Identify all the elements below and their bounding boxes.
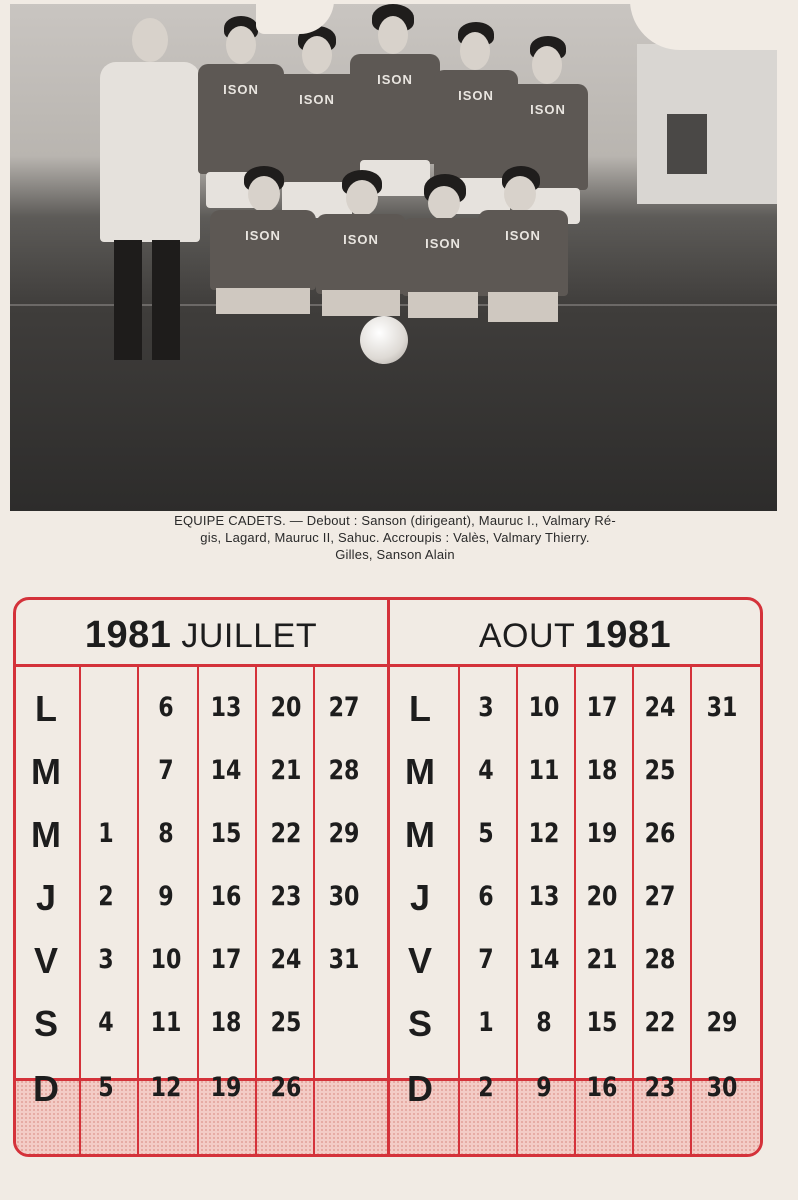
year-label: 1981 (584, 614, 672, 656)
calendar-day-july: 15 (210, 818, 242, 849)
weekday-letter: L (35, 688, 57, 729)
calendar-day-july: 1 (98, 818, 114, 849)
weekday-letter: V (33, 940, 58, 981)
calendar-day-august: 18 (586, 755, 618, 786)
weekday-letter: M (405, 751, 435, 792)
photo-building (637, 44, 777, 204)
calendar-day-august: 1 (478, 1007, 494, 1038)
column-divider (632, 667, 634, 1154)
calendar-day-july: 22 (270, 818, 302, 849)
weekday-letter: L (409, 688, 431, 729)
calendar-day-july: 13 (210, 692, 242, 723)
month-title-august (390, 614, 760, 657)
calendar-day-august: 19 (586, 818, 618, 849)
team-photo (10, 4, 777, 511)
weekday-letter: S (407, 1003, 432, 1044)
calendar-day-august: 10 (528, 692, 560, 723)
column-divider (137, 667, 139, 1154)
weekday-letter: D (33, 1068, 59, 1109)
calendar-day-july: 12 (150, 1072, 182, 1103)
calendar-day-august: 17 (586, 692, 618, 723)
shirt-logo: ISON (505, 228, 541, 243)
calendar-day-august: 29 (706, 1007, 738, 1038)
calendar-day-july: 20 (270, 692, 302, 723)
calendar-day-august: 12 (528, 818, 560, 849)
month-separator (387, 600, 390, 1154)
shirt-logo: ISON (343, 232, 379, 247)
column-divider (255, 667, 257, 1154)
calendar-day-july: 18 (210, 1007, 242, 1038)
column-divider (516, 667, 518, 1154)
shirt-logo: ISON (223, 82, 259, 97)
column-divider (458, 667, 460, 1154)
caption-line: gis, Lagard, Mauruc II, Sahuc. Accroupis : Valès, Valmary Thierry. (200, 530, 590, 545)
month-title-july (16, 614, 386, 657)
calendar-day-july: 17 (210, 944, 242, 975)
calendar-day-august: 3 (478, 692, 494, 723)
calendar-day-august: 5 (478, 818, 494, 849)
calendar-grid (13, 597, 763, 1157)
calendar-day-august: 26 (644, 818, 676, 849)
calendar-day-august: 16 (586, 1072, 618, 1103)
calendar-day-august: 25 (644, 755, 676, 786)
calendar-day-august: 14 (528, 944, 560, 975)
calendar-day-august: 20 (586, 881, 618, 912)
calendar-day-july: 8 (158, 818, 174, 849)
shirt-logo: ISON (425, 236, 461, 251)
calendar-day-august: 28 (644, 944, 676, 975)
caption-line: Gilles, Sanson Alain (335, 547, 455, 562)
calendar-day-august: 4 (478, 755, 494, 786)
weekday-letter: J (409, 877, 431, 918)
calendar-day-july: 24 (270, 944, 302, 975)
shirt-logo: ISON (377, 72, 413, 87)
month-name: JUILLET (181, 617, 318, 655)
calendar-day-july: 23 (270, 881, 302, 912)
caption-line: EQUIPE CADETS. — Debout : Sanson (dirigeant), Mauruc I., Valmary Ré- (174, 513, 616, 528)
calendar-day-august: 27 (644, 881, 676, 912)
calendar-day-july: 10 (150, 944, 182, 975)
calendar-day-july: 30 (328, 881, 360, 912)
calendar-day-july: 21 (270, 755, 302, 786)
weekday-letter: M (31, 814, 61, 855)
calendar-day-july: 27 (328, 692, 360, 723)
calendar-day-august: 11 (528, 755, 560, 786)
year-label: 1981 (84, 614, 172, 656)
weekday-letter: D (407, 1068, 433, 1109)
calendar-day-august: 15 (586, 1007, 618, 1038)
calendar-day-august: 23 (644, 1072, 676, 1103)
column-divider (690, 667, 692, 1154)
shirt-logo: ISON (530, 102, 566, 117)
photo-football (360, 316, 408, 364)
calendar-day-july: 5 (98, 1072, 114, 1103)
column-divider (79, 667, 81, 1154)
calendar-day-july: 11 (150, 1007, 182, 1038)
calendar-day-july: 19 (210, 1072, 242, 1103)
calendar-day-august: 22 (644, 1007, 676, 1038)
calendar-day-july: 6 (158, 692, 174, 723)
calendar-day-august: 7 (478, 944, 494, 975)
weekday-letter: J (35, 877, 57, 918)
calendar-day-july: 16 (210, 881, 242, 912)
shirt-logo: ISON (299, 92, 335, 107)
shirt-logo: ISON (458, 88, 494, 103)
calendar-day-august: 21 (586, 944, 618, 975)
calendar-day-august: 9 (536, 1072, 552, 1103)
calendar-day-july: 31 (328, 944, 360, 975)
photo-window (667, 114, 707, 174)
calendar-day-july: 7 (158, 755, 174, 786)
calendar-day-july: 3 (98, 944, 114, 975)
shirt-logo: ISON (245, 228, 281, 243)
calendar-day-august: 31 (706, 692, 738, 723)
calendar-day-july: 29 (328, 818, 360, 849)
calendar-day-july: 14 (210, 755, 242, 786)
column-divider (197, 667, 199, 1154)
column-divider (574, 667, 576, 1154)
weekday-letter: M (31, 751, 61, 792)
calendar-day-july: 28 (328, 755, 360, 786)
column-divider (313, 667, 315, 1154)
month-name: AOUT (478, 617, 575, 655)
calendar-day-august: 24 (644, 692, 676, 723)
calendar-day-august: 30 (706, 1072, 738, 1103)
weekday-letter: V (407, 940, 432, 981)
calendar-day-august: 6 (478, 881, 494, 912)
calendar-day-july: 2 (98, 881, 114, 912)
calendar-day-july: 4 (98, 1007, 114, 1038)
calendar-day-august: 13 (528, 881, 560, 912)
weekday-letter: M (405, 814, 435, 855)
weekday-letter: S (33, 1003, 58, 1044)
calendar-day-august: 8 (536, 1007, 552, 1038)
photo-caption (90, 512, 700, 563)
header-divider (16, 664, 760, 667)
calendar-day-august: 2 (478, 1072, 494, 1103)
calendar-day-july: 9 (158, 881, 174, 912)
calendar-day-july: 25 (270, 1007, 302, 1038)
calendar-day-july: 26 (270, 1072, 302, 1103)
